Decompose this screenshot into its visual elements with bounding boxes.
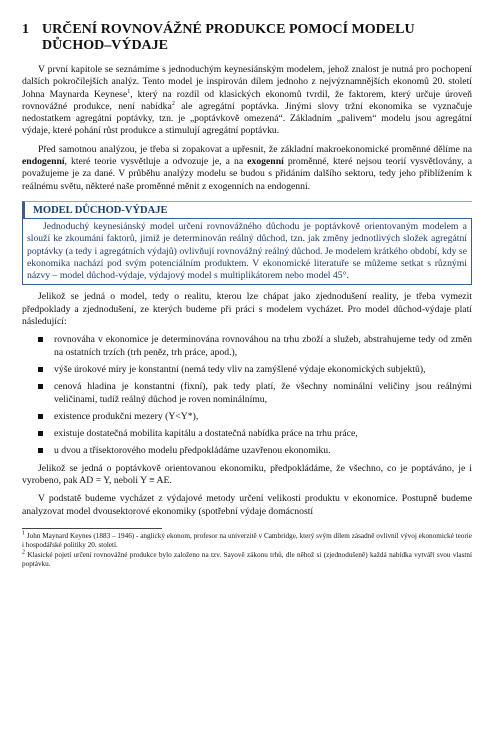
footnote-1: $^1$ John Maynard Keynes (1883 – 1946) - anglický ekonom, profesor na univerzitě v Cambridge, který svým dílem zásadně ovlivnil vývoj ekonomické teorie i hospodářské politiky 20. století. <box>22 530 472 549</box>
chapter-heading: URČENÍ ROVNOVÁŽNÉ PRODUKCE POMOCÍ MODELU DŮCHOD–VÝDAJE <box>42 22 415 53</box>
list-item: výše úrokové míry je konstantní (nemá tedy vliv na zamýšlené výdaje ekonomických subjektů), <box>38 364 472 376</box>
section-heading: MODEL DŮCHOD-VÝDAJE <box>22 201 472 218</box>
paragraph-variables: Před samotnou analýzou, je třeba si zopakovat a upřesnit, že základní makroekonomické proměnné dělíme na endogenní, které teorie vysvětluje a odvozuje je, a na exogenní proměnné, které nejsou teorií vysvětlovány, a považujeme je za dané. V průběhu analýzy modelu se budou s přidáním dalšího sektoru, tedy jeho přiblížením k reálnému světu, některé naše proměnné měnit z exogenních na endogenní. <box>22 143 472 192</box>
definition-text: Jednoduchý keynesiánský model určení rovnovážného důchodu je poptávkově orientovaným modelem a slouží ke zkoumání faktorů, jimiž je determinován reálný důchod, tzn. jak změny jednotlivých složek agregátní poptávky (a tedy i agregátních výdajů) ovlivňují rovnovážný reálný důchod. Je modelem krátkého období, kdy se ekonomika nachází pod svým potenciálním produktem. V ekonomické literatuře se můžeme setkat s různými názvy – model důchod-výdaje, výdajový model s multiplikátorem nebo model 45°. <box>27 220 467 282</box>
paragraph-demand: Jelikož se jedná o poptávkově orientovanou ekonomiku, předpokládáme, že všechno, co je poptáváno, je i vyrobeno, pak AD = Y, neboli Y ≡ AE. <box>22 462 472 487</box>
footnote-divider <box>22 528 162 529</box>
bullet-icon <box>38 431 43 436</box>
bullet-icon <box>38 414 43 419</box>
footnote-2: $^2$ Klasické pojetí určení rovnovážné produkce bylo založeno na tzv. Sayově zákonu trhů, dle něhož si (zjednodušeně) každá nabídka vytváří svou vlastní poptávku. <box>22 549 472 568</box>
chapter-number: 1 <box>22 22 29 37</box>
list-item: rovnováha v ekonomice je determinována rovnováhou na trhu zboží a služeb, abstrahujeme tedy od změn na ostatních trzích (trh peněz, trh práce, apod.), <box>38 334 472 359</box>
bullet-icon <box>38 384 43 389</box>
list-item: existuje dostatečná mobilita kapitálu a dostatečná nabídka práce na trhu práce, <box>38 428 472 440</box>
bullet-icon <box>38 367 43 372</box>
bullet-icon <box>38 337 43 342</box>
footnote-ref-2: 2 <box>171 100 175 107</box>
paragraph-method: V podstatě budeme vycházet z výdajové metody určení velikosti produktu v ekonomice. Postupně budeme analyzovat model dvousektorové ekonomiky (spotřební výdaje domácností <box>22 493 472 517</box>
list-item: u dvou a třísektorového modelu předpokládáme uzavřenou ekonomiku. <box>38 445 472 457</box>
definition-box <box>22 218 472 285</box>
list-item: cenová hladina je konstantní (fixní), pak tedy platí, že všechny nominální veličiny jsou reálnými veličinami, tudíž reálný důchod je roven nominálnímu, <box>38 381 472 406</box>
assumptions-list <box>22 334 472 457</box>
chapter-title <box>22 22 472 54</box>
bullet-icon <box>38 448 43 453</box>
list-item: existence produkční mezery (Y<Y*), <box>38 411 472 423</box>
footnote-ref-1: 1 <box>127 88 131 95</box>
paragraph-intro: V první kapitole se seznámíme s jednoduchým keynesiánským modelem, jehož znalost je nutná pro pochopení dalších pokročilejších analýz. Tento model je inspirován dílem jednoho z nejvýznamnějších ekonomů 20. století Johna Maynarda Keynese$^1$, který na rozdíl od klasických ekonomů tvrdil, že faktorem, který určuje úroveň rovnovážné produkce, není nabídka$^2$ ale agregátní poptávka. Jinými slovy tržní ekonomika se vyznačuje nedostatkem agregátní poptávky, tzn. je „poptávkově omezená“. Základním „palivem“ modelu jsou agregátní výdaje, které pohání růst produkce a stimulují agregátní poptávku. <box>22 64 473 137</box>
paragraph-assumptions-intro: Jelikož se jedná o model, tedy o realitu, kterou lze chápat jako zjednodušení reality, je třeba vymezit předpoklady a zjednodušení, ze kterých budeme při práci s modelem vycházet. Pro model důchod-výdaje platí následující: <box>22 291 472 328</box>
